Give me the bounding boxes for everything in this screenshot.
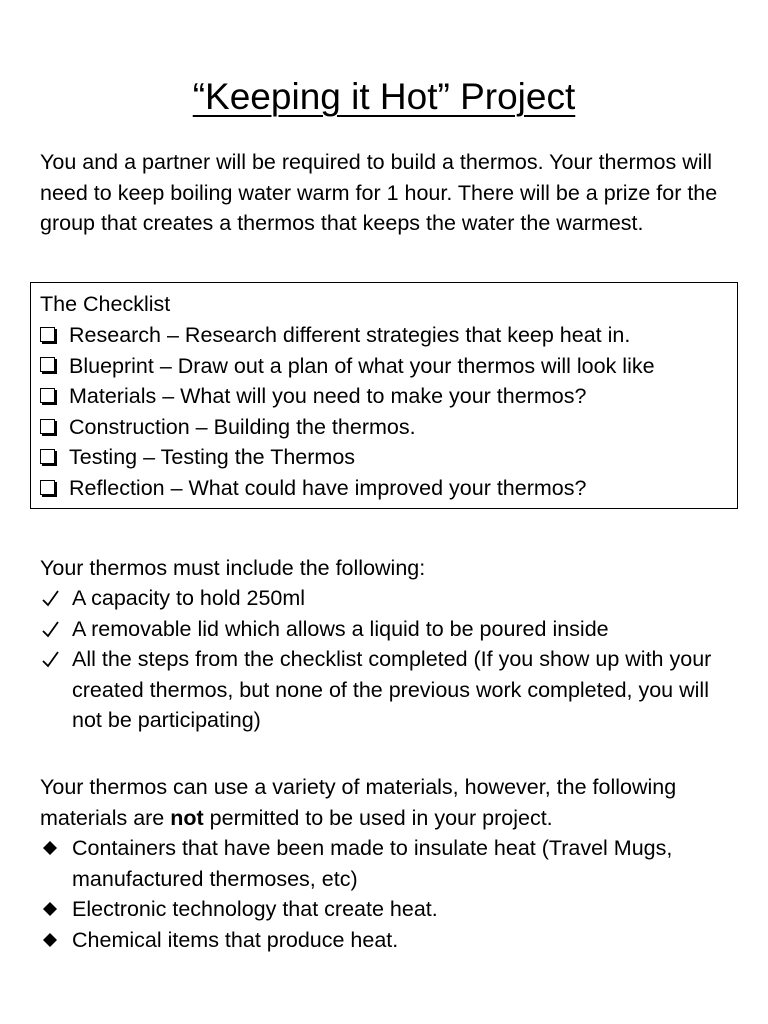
page-title-text: “Keeping it Hot” Project — [192, 76, 576, 117]
prohibited-item — [40, 925, 740, 956]
checklist-item-research — [40, 320, 655, 351]
requirement-item-label: A removable lid which allows a liquid to be poured inside — [72, 616, 609, 641]
materials-paragraph — [40, 772, 740, 833]
checklist-item-blueprint — [40, 351, 655, 382]
prohibited-item-label: Containers that have been made to insulate heat (Travel Mugs, manufactured thermoses, etc) — [72, 836, 673, 891]
prohibited-item-label: Chemical items that produce heat. — [72, 927, 399, 952]
checklist-item-materials — [40, 381, 655, 412]
checklist-item-testing — [40, 442, 655, 473]
materials-text-after: permitted to be used in your project. — [203, 805, 553, 830]
checklist-item-label: Blueprint – Draw out a plan of what your thermos will look like — [69, 353, 655, 378]
checklist-title: The Checklist — [40, 292, 171, 316]
checkbox-icon — [40, 357, 55, 372]
checklist-item-label: Construction – Building the thermos. — [69, 414, 416, 439]
requirement-item-label: All the steps from the checklist completed (If you show up with your created thermos, but none of the previous work completed, you will not be participating) — [72, 647, 712, 733]
requirement-item — [40, 644, 740, 736]
prohibited-item-label: Electronic technology that create heat. — [72, 897, 438, 922]
checkmark-icon — [40, 644, 62, 674]
checkbox-icon — [40, 327, 55, 342]
requirement-item — [40, 614, 740, 645]
requirement-item — [40, 583, 740, 614]
diamond-bullet-icon — [43, 902, 57, 916]
checkbox-icon — [40, 449, 55, 464]
checkbox-icon — [40, 419, 55, 434]
prohibited-item — [40, 894, 740, 925]
diamond-bullet-icon — [43, 933, 57, 947]
checklist-box — [30, 282, 738, 509]
checklist-item-reflection — [40, 473, 655, 504]
checklist-item-label: Reflection – What could have improved your thermos? — [69, 475, 587, 500]
materials-text-bold: not — [170, 805, 204, 830]
page-title — [0, 74, 768, 120]
requirements-heading: Your thermos must include the following: — [40, 556, 426, 580]
requirement-item-label: A capacity to hold 250ml — [72, 586, 306, 610]
checklist-item-construction — [40, 412, 655, 443]
prohibited-materials-list — [40, 833, 740, 955]
checklist-item-label: Testing – Testing the Thermos — [69, 445, 356, 470]
intro-paragraph: You and a partner will be required to build a thermos. Your thermos will need to keep boiling water warm for 1 hour. There will be a prize for the group that creates a thermos that keeps the water the warmest. — [40, 150, 718, 236]
requirements-list — [40, 583, 740, 736]
checkbox-icon — [40, 480, 55, 495]
checkbox-icon — [40, 388, 55, 403]
checklist-item-label: Materials – What will you need to make your thermos? — [69, 384, 587, 409]
checkmark-icon — [40, 583, 62, 613]
prohibited-item — [40, 833, 740, 894]
checkmark-icon — [40, 614, 62, 644]
diamond-bullet-icon — [43, 841, 57, 855]
checklist — [40, 320, 655, 504]
materials-text-before: Your thermos can use a variety of materials, however, the following materials are — [40, 775, 677, 830]
checklist-item-label: Research – Research different strategies that keep heat in. — [69, 323, 631, 347]
